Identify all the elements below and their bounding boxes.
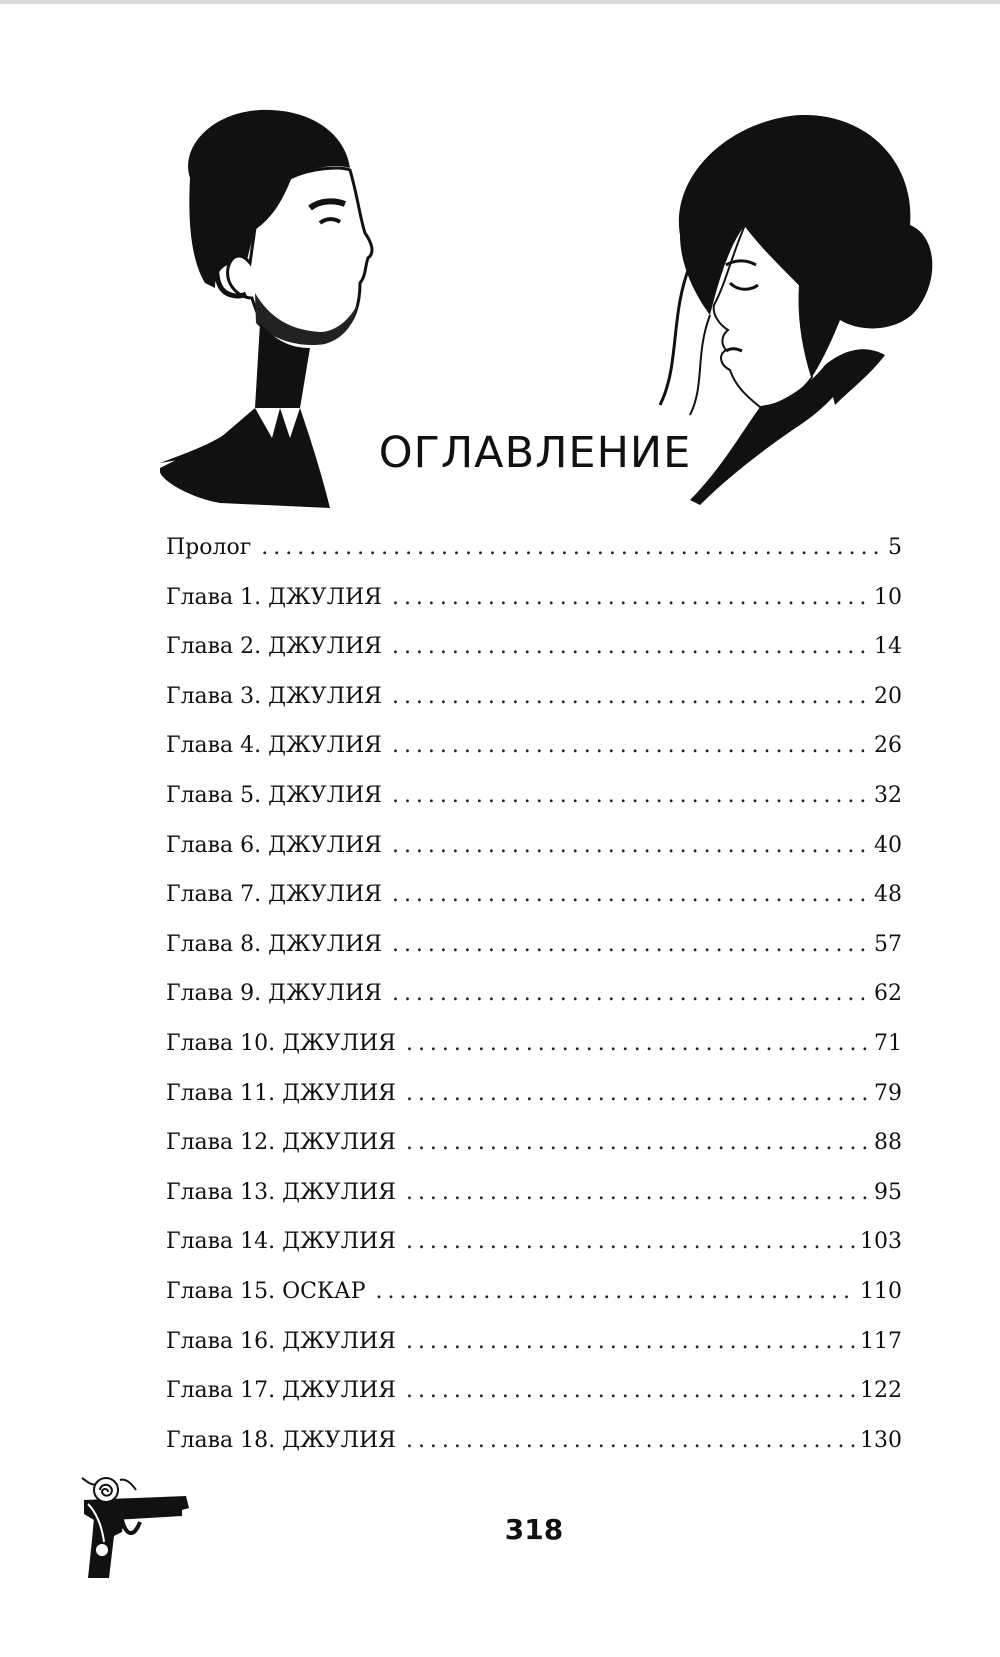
page-number: 318 — [504, 1513, 564, 1546]
toc-entry — [166, 1428, 902, 1478]
toc-entry-label: Глава 4. ДЖУЛИЯ — [166, 733, 382, 759]
toc-entry-page: 26 — [874, 733, 902, 759]
toc-entry-page: 122 — [860, 1378, 902, 1404]
toc-entry-label: Глава 17. ДЖУЛИЯ — [166, 1378, 396, 1404]
toc-entry — [166, 1081, 902, 1131]
toc-dot-leader — [406, 1031, 870, 1056]
toc-dot-leader — [392, 684, 870, 709]
toc-entry-page: 40 — [874, 832, 902, 858]
toc-entry-page: 95 — [874, 1179, 902, 1205]
toc-entry-page: 130 — [860, 1427, 902, 1453]
toc-entry-label: Глава 6. ДЖУЛИЯ — [166, 832, 382, 858]
toc-entry-page: 14 — [874, 634, 902, 660]
toc-entry — [166, 783, 902, 833]
page-title: ОГЛАВЛЕНИЕ — [378, 428, 692, 478]
toc-dot-leader — [392, 585, 870, 610]
toc-dot-leader — [392, 932, 870, 957]
top-rule — [0, 0, 1000, 4]
toc-entry-page: 117 — [860, 1328, 902, 1354]
toc-entry-label: Глава 15. ОСКАР — [166, 1278, 366, 1304]
toc-entry-label: Пролог — [166, 535, 252, 560]
toc-dot-leader — [406, 1130, 870, 1155]
toc-entry-label: Глава 16. ДЖУЛИЯ — [166, 1328, 396, 1354]
toc-entry-page: 5 — [888, 535, 902, 560]
toc-entry — [166, 882, 902, 932]
toc-dot-leader — [376, 1279, 857, 1304]
toc-dot-leader — [392, 733, 870, 758]
toc-entry-label: Глава 9. ДЖУЛИЯ — [166, 981, 382, 1007]
toc-entry-page: 88 — [874, 1130, 902, 1156]
toc-entry-label: Глава 13. ДЖУЛИЯ — [166, 1179, 396, 1205]
toc-entry — [166, 1378, 902, 1428]
toc-entry-page: 48 — [874, 882, 902, 908]
toc-entry-page: 71 — [874, 1030, 902, 1056]
toc-entry — [166, 535, 902, 585]
toc-entry-label: Глава 10. ДЖУЛИЯ — [166, 1030, 396, 1056]
toc-entry — [166, 733, 902, 783]
toc-entry-page: 79 — [874, 1080, 902, 1106]
toc-entry-label: Глава 8. ДЖУЛИЯ — [166, 931, 382, 957]
toc-entry — [166, 1229, 902, 1279]
toc-entry-label: Глава 7. ДЖУЛИЯ — [166, 882, 382, 908]
toc-entry-page: 20 — [874, 683, 902, 709]
toc-dot-leader — [406, 1180, 870, 1205]
toc-entry-page: 62 — [874, 981, 902, 1007]
toc-dot-leader — [406, 1329, 856, 1354]
toc-entry — [166, 585, 902, 635]
toc-entry — [166, 833, 902, 883]
toc-entry — [166, 1329, 902, 1379]
toc-entry — [166, 1031, 902, 1081]
toc-entry — [166, 1279, 902, 1329]
toc-dot-leader — [406, 1229, 856, 1254]
toc-entry-page: 10 — [874, 584, 902, 610]
toc-dot-leader — [406, 1081, 870, 1106]
toc-dot-leader — [406, 1378, 856, 1403]
toc-entry-label: Глава 11. ДЖУЛИЯ — [166, 1080, 396, 1106]
toc-entry-page: 103 — [860, 1229, 902, 1255]
toc-entry-label: Глава 14. ДЖУЛИЯ — [166, 1229, 396, 1255]
toc-dot-leader — [406, 1428, 856, 1453]
toc-entry-page: 32 — [874, 782, 902, 808]
toc-entry — [166, 684, 902, 734]
toc-entry — [166, 981, 902, 1031]
toc-dot-leader — [392, 882, 870, 907]
toc-entry-page: 57 — [874, 931, 902, 957]
toc-entry-label: Глава 1. ДЖУЛИЯ — [166, 584, 382, 610]
toc-dot-leader — [392, 833, 870, 858]
toc-entry-label: Глава 5. ДЖУЛИЯ — [166, 782, 382, 808]
toc-entry — [166, 1130, 902, 1180]
toc-entry-label: Глава 12. ДЖУЛИЯ — [166, 1130, 396, 1156]
toc-entry-page: 110 — [860, 1278, 902, 1304]
toc-entry-label: Глава 2. ДЖУЛИЯ — [166, 634, 382, 660]
toc-dot-leader — [392, 783, 870, 808]
toc-dot-leader — [392, 981, 870, 1006]
toc-dot-leader — [392, 634, 870, 659]
toc-entry — [166, 1180, 902, 1230]
toc-entry — [166, 932, 902, 982]
toc-entry — [166, 634, 902, 684]
toc-entry-label: Глава 18. ДЖУЛИЯ — [166, 1427, 396, 1453]
toc-dot-leader — [261, 535, 884, 560]
table-of-contents — [166, 535, 902, 1477]
toc-entry-label: Глава 3. ДЖУЛИЯ — [166, 683, 382, 709]
